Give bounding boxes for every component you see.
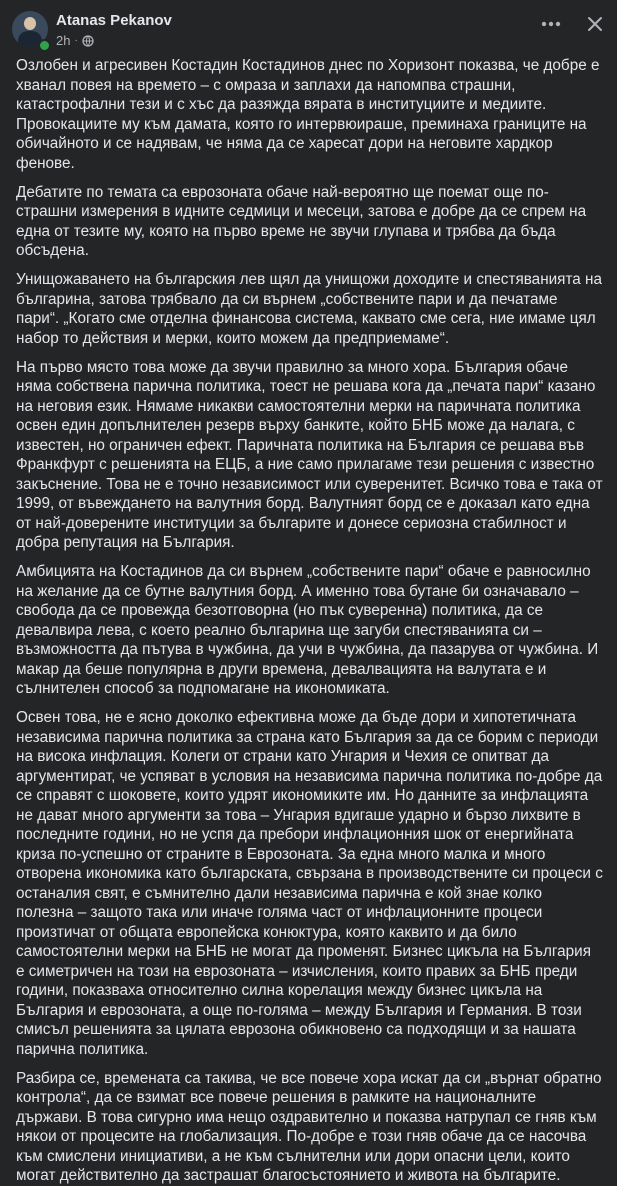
globe-icon[interactable]	[82, 35, 94, 47]
meta-separator: ·	[74, 35, 78, 46]
post-paragraph: Разбира се, времената са такива, че все повече хора искат да си „върнат обратно контрола“, да се взимат все повече решения в рамките на националните държави. В това сигурно има нещо оздравително и показва натрупал се гняв към някои от процесите на глобализация. По-добре е този гняв обаче да се насочва към смислени инициативи, а не към сълнителни или дори опасни цели, които могат действително да застрашат благосъстоянието и живота на българите.	[16, 1069, 602, 1184]
post-paragraph: Озлобен и агресивен Костадин Костадинов днес по Хоризонт показва, че добре е хванал повея на времето – с омраза и заплахи да напомпва страшни, катастрофални тези и с хъс да разяжда вярата в институциите и медиите. Провокациите му към дамата, която го интервюираше, преминаха границите на обичайното и се надявам, че няма да се харесат дори на неговите хардкор фенове.	[16, 57, 600, 172]
header-actions	[541, 16, 603, 32]
post-header	[0, 0, 617, 56]
post-paragraph: На първо място това може да звучи правилно за много хора. България обаче няма собствена парична политика, тоест не решава кога да „печата пари“ казано на неговия език. Нямаме никакви самостоятелни мерки на паричната политика освен един допълнителен резерв върху банките, който БНБ може да налага, с известен, но ограничен ефект. Паричната политика на България се решава във Франкфурт с решенията на ЕЦБ, а ние само прилагаме тези решения с известно закъснение. Това не е точно независимост или суверенитет. Всичко това е така от 1999, от въвеждането на валутния борд. Валутният борд се е доказал като една от най-доверените институции за българите и донесе сериозна стабилност и добра репутация на България.	[16, 358, 603, 551]
author-name[interactable]: Atanas Pekanov	[56, 12, 172, 29]
post-paragraph: Амбицията на Костадинов да си върнем „собствените пари“ обаче е равносилно на желание да се бутне валутния борд. А именно това бутане би означавало – свобода да се провежда безотговорна (но пък суверенна) политика, да се девалвира лева, с което реално българина ще загуби спестяванията си – възможността да пътува в чужбина, да учи в чужбина, да пазарува от чужбина. И макар да беше популярна в други времена, девалвацията на валутата е и сълнителен способ за подпомагане на икономиката.	[16, 563, 599, 697]
close-icon[interactable]	[587, 16, 603, 32]
more-options-icon[interactable]	[541, 21, 561, 27]
post-paragraph: Освен това, не е ясно доколко ефективна може да бъде дори и хипотетичната независима парична политика за страна като България за да се борим с периоди на висока инфлация. Колеги от страни като Унгария и Чехия се опитват да аргументират, че успяват в условия на независима парична политика по-добре да се справят с шоковете, които удрят икономиките им. Но данните за инфлацията не дават много аргументи за това – Унгария вдигаше ударно и бързо лихвите в последните години, но не успя да пребори инфлационния шок от енергийната криза по-успешно от страните в Еврозоната. За една много малка и много отворена икономика като българската, свързана в производствените си процеси с останалия свят, е съмнително дали независима парична е кой знае колко полезна – защото така или иначе голяма част от инфлационните процеси произтичат от общата европейска конюктура, която каквито и да било самостоятелни мерки на БНБ не могат да променят. Бизнес цикъла на България е симетричен на този на еврозоната – изчисления, които правих за БНБ преди години, показваха относително силна корелация между бизнес цикъла на България и еврозоната, а още по-голяма – между България и Германия. В този смисъл решенията за цялата еврозона обикновено са подходящи и за нашата парична политика.	[16, 709, 603, 1058]
post-time[interactable]: 2h	[56, 33, 71, 48]
online-status-dot	[38, 39, 51, 52]
post-paragraph: Дебатите по темата са еврозоната обаче най-вероятно ще поемат още по-страшни измерения в идните седмици и месеци, затова е добре да се спрем на една от тезите му, която на първо време не звучи глупава и трябва да бъда обсъдена.	[16, 183, 587, 259]
avatar-head	[24, 17, 36, 30]
post-body	[0, 56, 617, 1186]
post-paragraph: Унищожаването на българския лев щял да унищожи доходите и спестяванията на българина, затова трябвало да си върнем „собствените пари и да печатаме пари“. „Когато сме отделна финансова система, каквато сме сега, ние имаме цял набор то действия и мерки, които можем да предприемаме“.	[16, 271, 603, 347]
post-meta	[56, 33, 94, 48]
